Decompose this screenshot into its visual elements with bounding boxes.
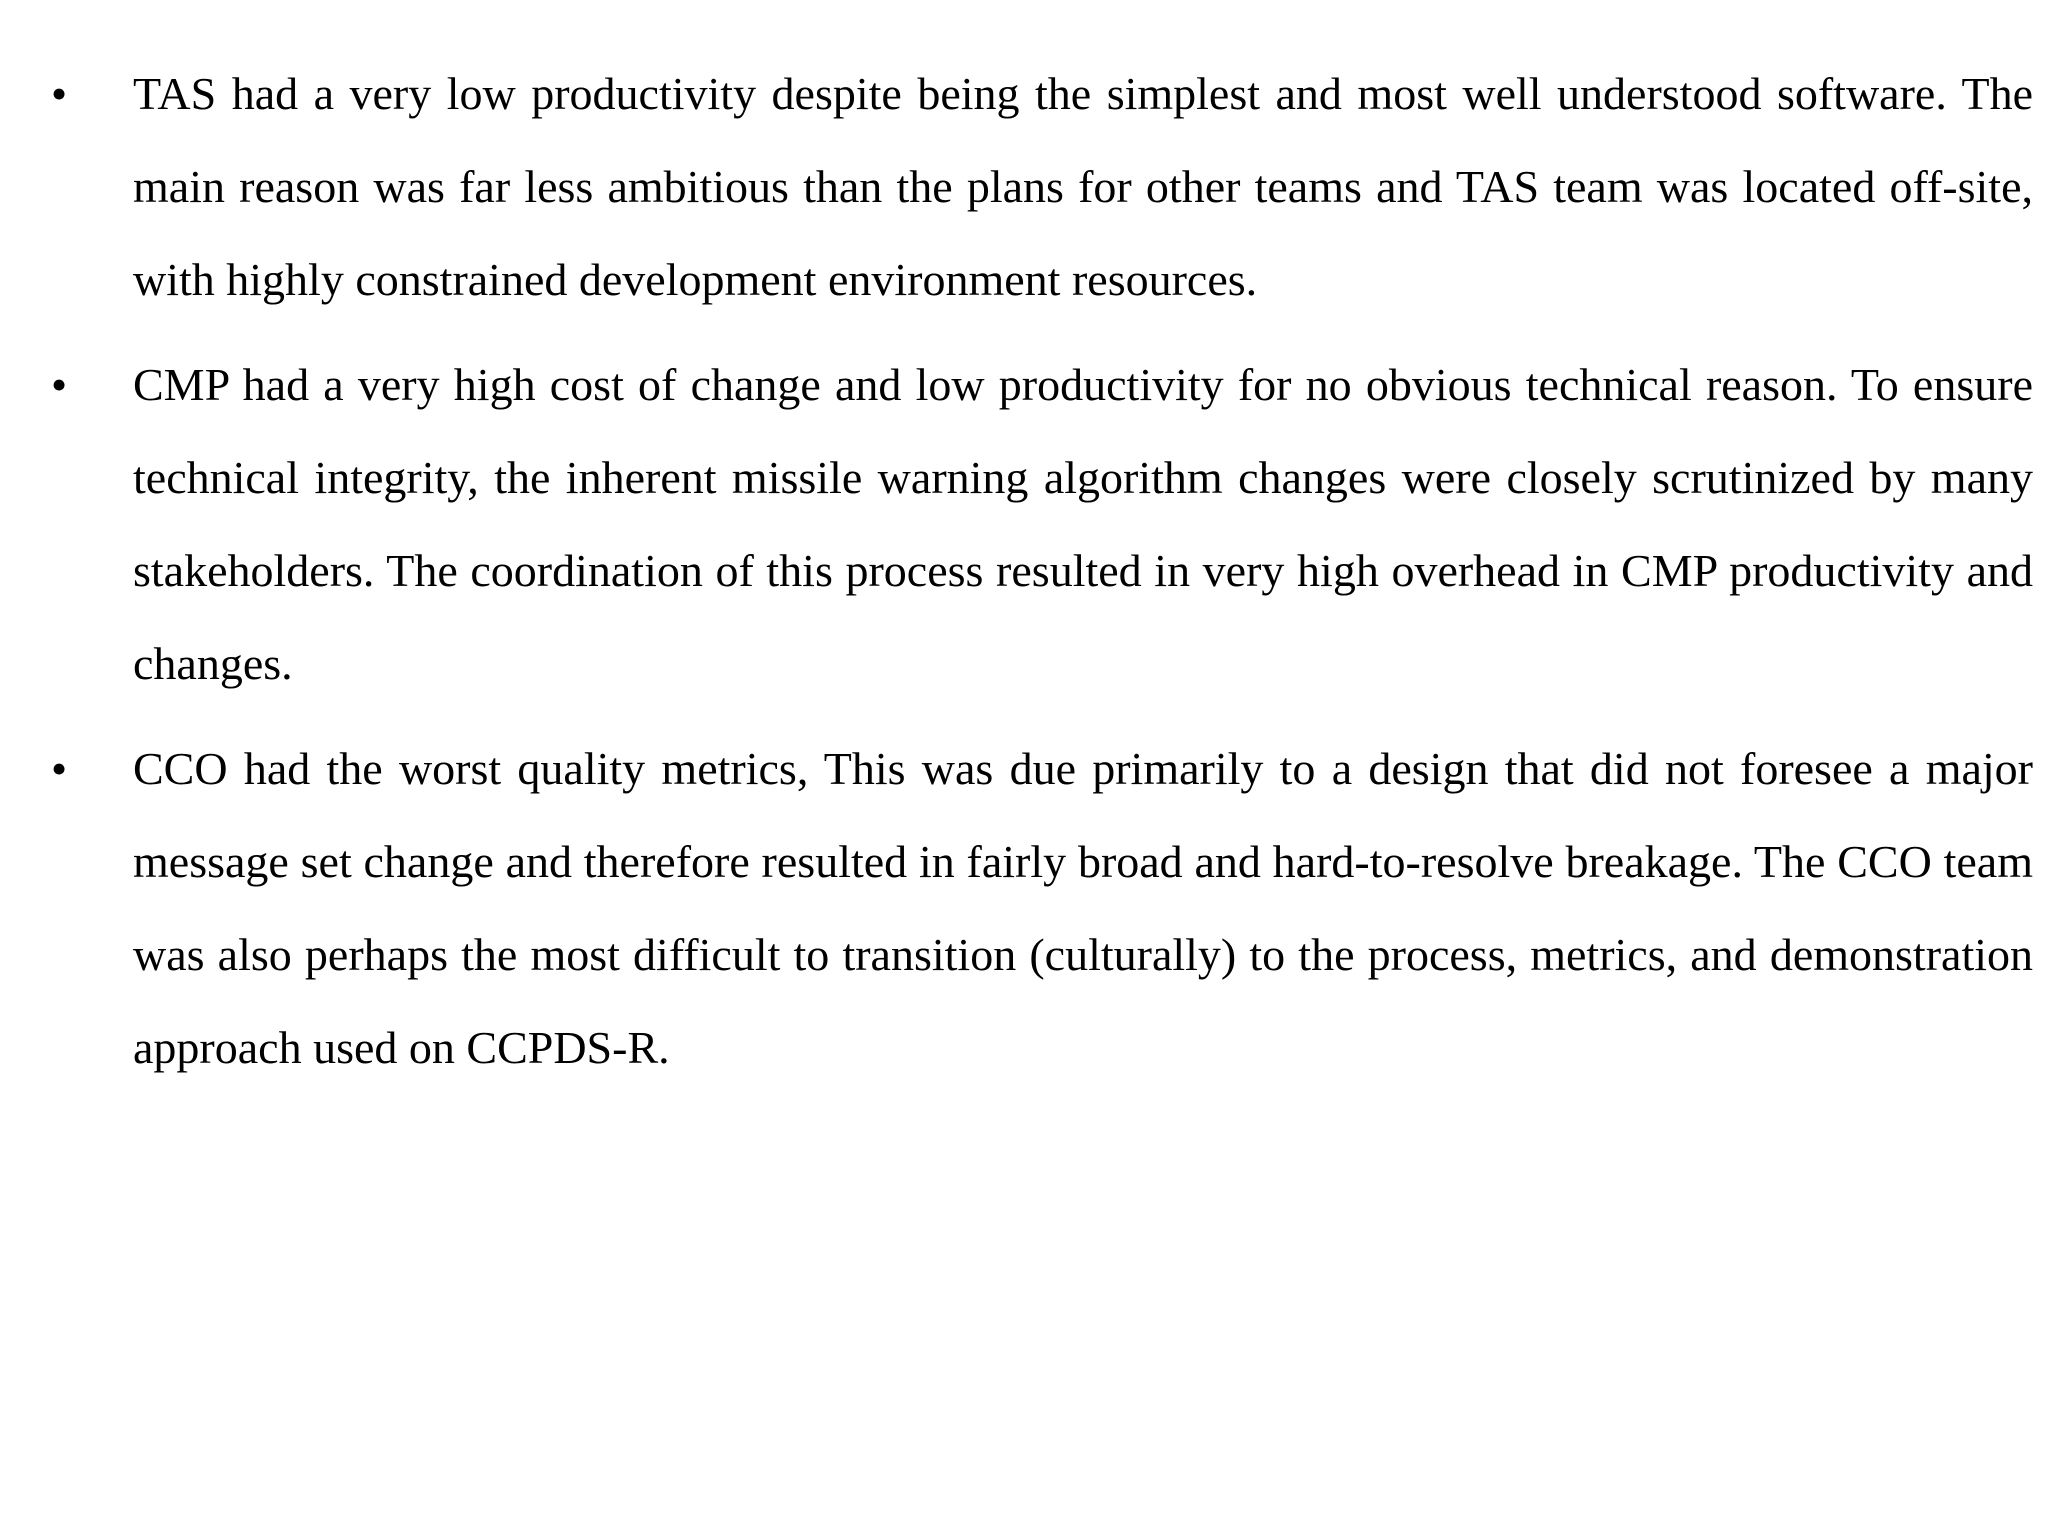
bullet-marker: • — [51, 68, 68, 119]
bullet-text-cmp: CMP had a very high cost of change and low productivity for no obvious technical reason. To ensure technical integrity, the inherent missile warning algorithm changes were closely scrutinized by many stakeholders. The coordination of this process resulted in very high overhead in CMP productivity and changes. — [133, 359, 2033, 689]
bullet-item-cco — [0, 722, 2048, 1094]
bullet-item-tas — [0, 47, 2048, 326]
bullet-text-tas: TAS had a very low productivity despite being the simplest and most well understood software. The main reason was far less ambitious than the plans for other teams and TAS team was located off-site, with highly constrained development environment resources. — [133, 68, 2033, 305]
bullet-text-cco: CCO had the worst quality metrics, This was due primarily to a design that did not foresee a major message set change and therefore resulted in fairly broad and hard-to-resolve breakage. The CCO team was also perhaps the most difficult to transition (culturally) to the process, metrics, and demonstration approach used on CCPDS-R. — [133, 743, 2033, 1073]
bullet-marker: • — [51, 743, 68, 794]
bullet-marker: • — [51, 359, 68, 410]
bullet-list — [0, 47, 2048, 1106]
bullet-item-cmp — [0, 338, 2048, 710]
